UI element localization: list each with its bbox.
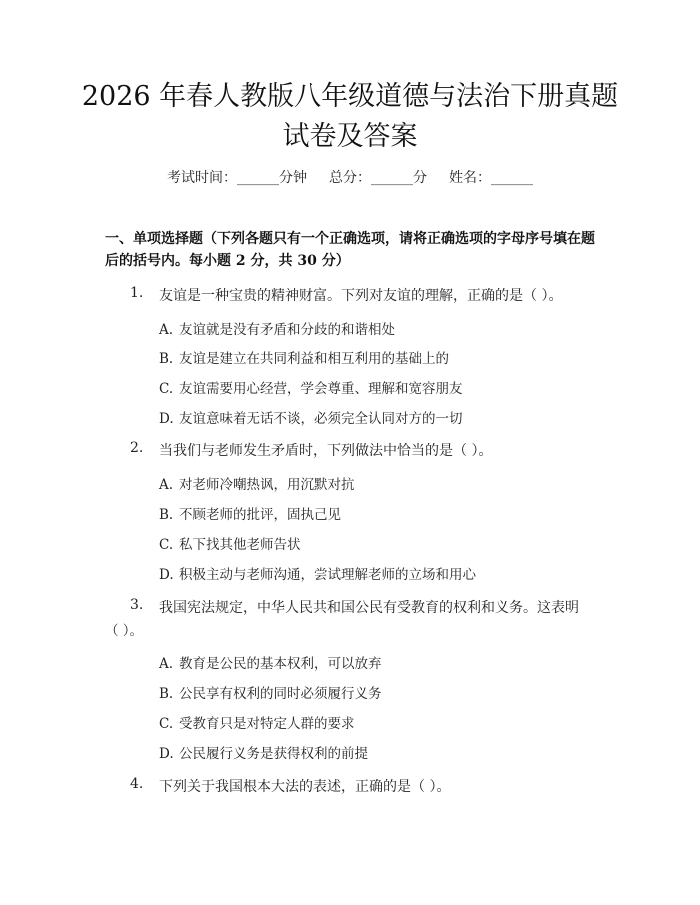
option-c: C. 私下找其他老师告状 [159, 537, 301, 553]
question-number: 4. [130, 776, 144, 792]
exam-name: 姓名：______ [449, 170, 533, 186]
section-heading [105, 228, 600, 272]
question-text: 当我们与老师发生矛盾时，下列做法中恰当的是（ ）。 [159, 443, 493, 459]
page-title-line2: 试卷及答案 [282, 121, 418, 152]
exam-time: 考试时间：______分钟 [167, 170, 307, 186]
option-d: D. 积极主动与老师沟通，尝试理解老师的立场和用心 [159, 567, 476, 583]
option-b: B. 友谊是建立在共同利益和相互利用的基础上的 [159, 351, 449, 367]
section-heading-line1: 一、单项选择题（下列各题只有一个正确选项，请将正确选项的字母序号填在题 [105, 231, 595, 247]
option-a: A. 对老师冷嘲热讽，用沉默对抗 [159, 477, 355, 493]
exam-info [0, 168, 700, 188]
option-d: D. 公民履行义务是获得权利的前提 [159, 746, 368, 762]
option-c: C. 受教育只是对特定人群的要求 [159, 716, 355, 732]
option-b: B. 公民享有权利的同时必须履行义务 [159, 686, 382, 702]
option-c: C. 友谊需要用心经营，学会尊重、理解和宽容朋友 [159, 381, 463, 397]
exam-score: 总分：______分 [329, 170, 427, 186]
question-text-line1: 我国宪法规定，中华人民共和国公民有受教育的权利和义务。这表明 [159, 600, 579, 616]
question-text: 友谊是一种宝贵的精神财富。下列对友谊的理解，正确的是（ ）。 [159, 288, 563, 304]
option-d: D. 友谊意味着无话不谈，必须完全认同对方的一切 [159, 411, 463, 427]
option-a: A. 教育是公民的基本权利，可以放弃 [159, 656, 382, 672]
section-heading-line2: 后的括号内。每小题 2 分，共 30 分） [105, 253, 350, 269]
question-number: 2. [130, 440, 144, 456]
question-text: 下列关于我国根本大法的表述，正确的是（ ）。 [159, 779, 451, 795]
question-text-line2: （ ）。 [105, 623, 144, 639]
option-a: A. 友谊就是没有矛盾和分歧的和谐相处 [159, 322, 395, 338]
question-number: 1. [130, 285, 144, 301]
page-title-line1: 2026 年春人教版八年级道德与法治下册真题 [81, 81, 619, 112]
question-number: 3. [130, 597, 144, 613]
option-b: B. 不顾老师的批评，固执己见 [159, 507, 341, 523]
